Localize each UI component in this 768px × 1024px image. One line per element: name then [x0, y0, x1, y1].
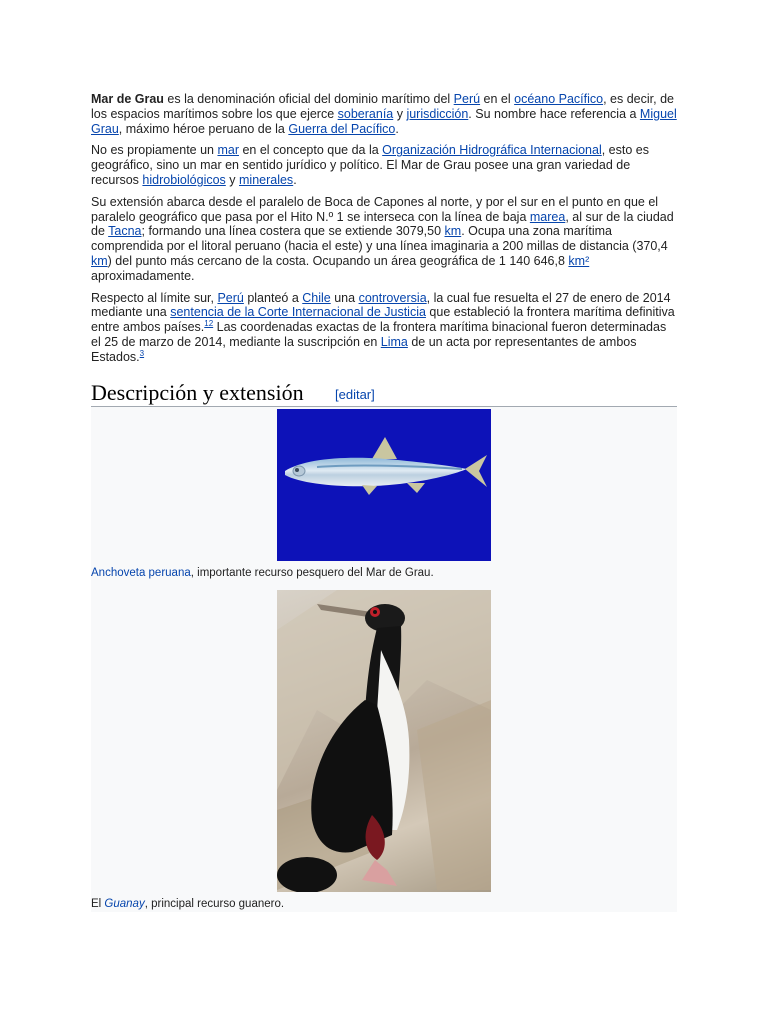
- section-title: Descripción y extensión: [91, 380, 304, 405]
- caption-text: El: [91, 898, 105, 910]
- paragraph-4: [91, 291, 677, 365]
- caption-text: , principal recurso guanero.: [144, 898, 285, 910]
- text: Las coordenadas exactas de la frontera marítima binacional fueron determinadas el 25 de marzo de 2014, mediante la suscripción en: [91, 320, 667, 349]
- reference-12[interactable]: 12: [204, 319, 214, 328]
- guanay-bird-icon: [277, 590, 491, 892]
- intro-paragraph: [91, 92, 677, 136]
- link-guanay[interactable]: Guanay: [104, 898, 145, 910]
- text: es la denominación oficial del dominio marítimo del: [163, 92, 454, 106]
- text: en el concepto que da la: [239, 143, 383, 158]
- link-km[interactable]: km: [444, 224, 462, 239]
- text: Respecto al límite sur,: [91, 290, 218, 305]
- link-lima[interactable]: Lima: [380, 334, 408, 349]
- link-anchoveta-peruana[interactable]: Anchoveta peruana: [91, 567, 191, 579]
- paragraph-3: [91, 195, 677, 284]
- link-organizacion-hidrografica[interactable]: Organización Hidrográfica Internacional: [382, 143, 602, 158]
- caption-anchoveta: [91, 567, 434, 579]
- text: , al sur de la ciudad de: [91, 209, 674, 239]
- paragraph-2: [91, 143, 677, 187]
- link-tacna[interactable]: Tacna: [108, 224, 142, 239]
- text: , la cual fue resuelta el 27 de enero de 2014 mediante una: [91, 290, 671, 320]
- text: .: [395, 121, 399, 136]
- link-marea[interactable]: marea: [529, 209, 566, 224]
- text: y: [225, 172, 239, 187]
- link-hidrobiologicos[interactable]: hidrobiológicos: [142, 172, 226, 187]
- text: y: [393, 106, 407, 121]
- link-controversia[interactable]: controversia: [358, 290, 427, 305]
- caption-guanay: [91, 898, 284, 910]
- article-body: [91, 92, 677, 372]
- image-gallery: [91, 407, 677, 912]
- text: , esto es geográfico, sino un mar en sentido jurídico y político. El Mar de Grau posee una gran variedad de recursos: [91, 143, 649, 187]
- link-km[interactable]: km: [91, 253, 108, 268]
- caption-text: , importante recurso pesquero del Mar de Grau.: [190, 567, 434, 579]
- text: , máximo héroe peruano de la: [118, 121, 289, 136]
- text: una: [330, 290, 359, 305]
- link-soberania[interactable]: soberanía: [337, 106, 394, 121]
- text: ; formando una línea costera que se extiende 3079,50: [141, 224, 445, 239]
- link-sentencia-cij[interactable]: sentencia de la Corte Internacional de Justicia: [170, 305, 426, 320]
- text: que estableció la frontera marítima definitiva entre ambos países.: [91, 305, 675, 335]
- link-peru[interactable]: Perú: [453, 92, 481, 106]
- text: . Su nombre hace referencia a: [468, 106, 640, 121]
- text: Su extensión abarca desde el paralelo de Boca de Capones al norte, y por el sur en el punto en que el paralelo geográfico que pasa por el Hito N.º 1 se interseca con la línea de baja: [91, 194, 659, 224]
- article-subject: Mar de Grau: [91, 92, 164, 106]
- reference-3[interactable]: 3: [139, 348, 145, 358]
- guanay-image[interactable]: [277, 590, 491, 892]
- section-heading: [91, 380, 677, 407]
- anchoveta-image[interactable]: [277, 409, 491, 561]
- anchoveta-fish-icon: [277, 409, 491, 561]
- text: de un acta por representantes de ambos Estados.: [91, 334, 637, 364]
- link-jurisdiccion[interactable]: jurisdicción: [406, 106, 469, 121]
- text: . Ocupa una zona marítima comprendida por el litoral peruano (hacia el este) y una línea imaginaria a 200 millas de distancia (370,4: [91, 224, 668, 254]
- text: , es decir, de los espacios marítimos sobre los que ejerce: [91, 92, 674, 121]
- text: planteó a: [243, 290, 303, 305]
- text: ) del punto más cercano de la costa. Ocupando un área geográfica de 1 140 646,8: [107, 253, 569, 268]
- text: No es propiamente un: [91, 143, 218, 158]
- link-mar[interactable]: mar: [217, 143, 239, 158]
- text: .: [293, 172, 297, 187]
- edit-section-link[interactable]: [editar]: [335, 387, 375, 402]
- text: aproximadamente.: [91, 268, 195, 283]
- link-guerra-del-pacifico[interactable]: Guerra del Pacífico: [288, 121, 396, 136]
- link-minerales[interactable]: minerales: [239, 172, 294, 187]
- text: en el: [480, 92, 515, 106]
- link-km2[interactable]: km²: [568, 253, 590, 268]
- link-peru[interactable]: Perú: [217, 290, 244, 305]
- link-miguel-grau[interactable]: Miguel Grau: [91, 106, 677, 136]
- link-oceano-pacifico[interactable]: océano Pacífico: [514, 92, 604, 106]
- link-chile[interactable]: Chile: [302, 290, 331, 305]
